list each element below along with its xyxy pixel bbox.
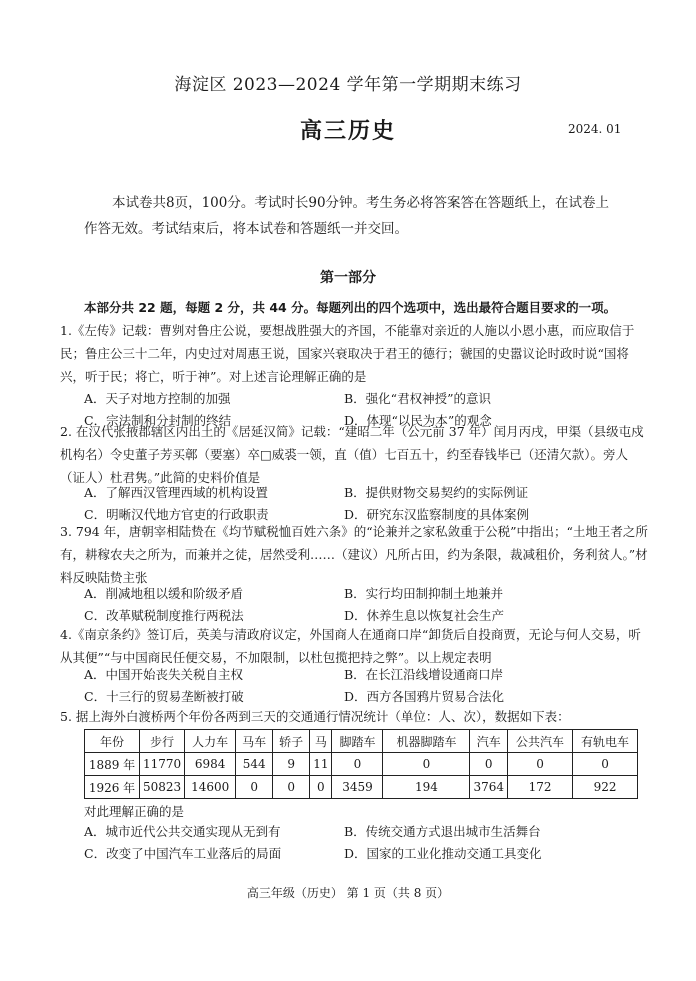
table-header-cell: 年份	[85, 730, 140, 753]
question-5-options	[84, 821, 644, 865]
option-c: C．改革赋税制度推行两税法	[84, 608, 244, 623]
table-cell: 3459	[332, 776, 383, 799]
table-cell: 6984	[185, 753, 236, 776]
table-header-cell: 马车	[236, 730, 273, 753]
table-cell: 0	[273, 776, 310, 799]
part-description: 本部分共 22 题，每题 2 分，共 44 分。每题列出的四个选项中，选出最符合题目要求的一项。	[84, 300, 617, 315]
page-footer: 高三年级（历史） 第 1 页（共 8 页）	[246, 886, 450, 900]
option-a: A．中国开始丧失关税自主权	[84, 667, 244, 682]
question-3-options	[84, 583, 644, 627]
option-c: C．宗法制和分封制的终结	[84, 413, 232, 428]
table-cell: 0	[470, 753, 508, 776]
table-cell: 922	[573, 776, 638, 799]
table-cell: 544	[236, 753, 273, 776]
option-b: B．提供财物交易契约的实际例证	[344, 485, 529, 500]
table-cell: 0	[573, 753, 638, 776]
table-header-cell: 马	[310, 730, 332, 753]
table-cell: 14600	[185, 776, 236, 799]
table-header-cell: 脚踏车	[332, 730, 383, 753]
table-cell: 11770	[140, 753, 185, 776]
table-header-cell: 机器脚踏车	[383, 730, 470, 753]
question-2-stem: 2. 在汉代张掖郡辖区内出土的《居延汉简》记载：“建昭二年（公元前 37 年）闰月丙戌，甲渠（县级屯戍机构名）令史董子芳买鄣（要塞）卒□威裘一领，直（值）七百五十，约至春钱毕已（还清欠款）。旁人（证人）杜君隽。”此简的史料价值是	[60, 424, 644, 485]
table-header-cell: 步行	[140, 730, 185, 753]
table-row	[85, 753, 638, 776]
option-a: A．城市近代公共交通实现从无到有	[84, 824, 281, 839]
option-a: A．削减地租以缓和阶级矛盾	[84, 586, 244, 601]
option-b: B．传统交通方式退出城市生活舞台	[344, 824, 541, 839]
table-header-cell: 公共汽车	[508, 730, 573, 753]
question-4-options	[84, 664, 644, 708]
option-b: B．强化“君权神授”的意识	[344, 391, 491, 406]
table-header-cell: 有轨电车	[573, 730, 638, 753]
question-5-prompt: 对此理解正确的是	[84, 804, 185, 819]
question-4-stem: 4.《南京条约》签订后，英美与清政府议定，外国商人在通商口岸“卸货后自投商贾，无论与何人交易，听从其便”“与中国商民任便交易，不加限制，以杜包揽把持之弊”。以上规定表明	[60, 627, 641, 665]
option-d: D．体现“以民为本”的观念	[344, 413, 492, 428]
option-d: D．休养生息以恢复社会生产	[344, 608, 505, 623]
table-cell: 0	[310, 776, 332, 799]
option-c: C．明晰汉代地方官吏的行政职责	[84, 507, 269, 522]
option-d: D．西方各国鸦片贸易合法化	[344, 689, 505, 704]
table-row	[85, 776, 638, 799]
table-cell: 0	[236, 776, 273, 799]
table-cell: 1926 年	[85, 776, 140, 799]
option-a: A．天子对地方控制的加强	[84, 391, 231, 406]
table-cell: 194	[383, 776, 470, 799]
table-cell: 9	[273, 753, 310, 776]
traffic-data-table	[84, 729, 638, 799]
table-cell: 3764	[470, 776, 508, 799]
option-d: D．研究东汉监察制度的具体案例	[344, 507, 530, 522]
option-c: C．改变了中国汽车工业落后的局面	[84, 846, 282, 861]
subject-title: 高三历史	[299, 119, 396, 144]
option-a: A．了解西汉管理西域的机构设置	[84, 485, 269, 500]
table-header-cell: 人力车	[185, 730, 236, 753]
table-cell: 172	[508, 776, 573, 799]
exam-title: 海淀区 2023—2024 学年第一学期期末练习	[174, 75, 522, 95]
option-b: B．在长江沿线增设通商口岸	[344, 667, 504, 682]
table-header-cell: 汽车	[470, 730, 508, 753]
option-d: D．国家的工业化推动交通工具变化	[344, 846, 542, 861]
table-cell: 0	[332, 753, 383, 776]
exam-date: 2024. 01	[568, 122, 622, 136]
table-header-cell: 轿子	[273, 730, 310, 753]
table-cell: 0	[383, 753, 470, 776]
table-cell: 50823	[140, 776, 185, 799]
option-c: C．十三行的贸易垄断被打破	[84, 689, 244, 704]
question-1-stem: 1.《左传》记载：曹刿对鲁庄公说，要想战胜强大的齐国，不能靠对亲近的人施以小恩小惠，而应取信于民；鲁庄公三十二年，内史过对周惠王说，国家兴衰取决于君王的德行；虢国的史嚣议论时政时说“国将兴，听于民；将亡，听于神”。对上述言论理解正确的是	[60, 323, 635, 384]
exam-notice: 本试卷共8页，100分。考试时长90分钟。考生务必将答案答在答题纸上，在试卷上作答无效。考试结束后，将本试卷和答题纸一并交回。	[84, 195, 610, 237]
table-cell: 11	[310, 753, 332, 776]
table-cell: 0	[508, 753, 573, 776]
table-cell: 1889 年	[85, 753, 140, 776]
question-5-stem: 5. 据上海外白渡桥两个年份各两到三天的交通通行情况统计（单位：人、次），数据如下表：	[60, 709, 570, 724]
option-b: B．实行均田制抑制土地兼并	[344, 586, 504, 601]
question-3-stem: 3. 794 年，唐朝宰相陆贽在《均节赋税恤百姓六条》的“论兼并之家私敛重于公税”中指出；“土地王者之所有，耕稼农夫之所为，而兼并之徒，居然受利……（建议）凡所占田，约为条限，裁减租价，务利贫人。”材料反映陆贽主张	[60, 524, 648, 585]
table-header-row	[85, 730, 638, 753]
part-title: 第一部分	[320, 270, 376, 286]
